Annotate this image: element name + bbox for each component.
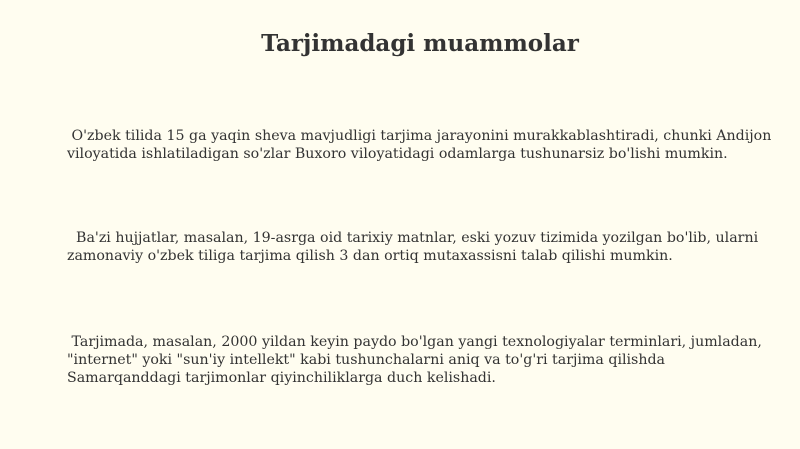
paragraph-historical-documents: Ba'zi hujjatlar, masalan, 19-asrga oid tarixiy matnlar, eski yozuv tizimida yozilgan bo'lib, ularni zamonaviy o'zbek tiliga tarjima qilish 3 dan ortiq mutaxassisni talab qilishi mumkin.	[67, 230, 763, 264]
paragraph-dialects: O'zbek tilida 15 ga yaqin sheva mavjudligi tarjima jarayonini murakkablashtiradi, chunki Andijon viloyatida ishlatiladigan so'zlar Buxoro viloyatidagi odamlarga tushunarsiz bo'lishi mumkin.	[67, 128, 776, 162]
paragraph-technology-terms: Tarjimada, masalan, 2000 yildan keyin paydo bo'lgan yangi texnologiyalar terminlari, jumladan, "internet" yoki "sun'iy intellekt" kabi tushunchalarni aniq va to'g'ri tarjima qilishda Samarqanddagi tarjimonlar qiyinchiliklarga duch kelishadi.	[67, 334, 767, 386]
slide-title: Tarjimadagi muammolar	[261, 30, 579, 57]
